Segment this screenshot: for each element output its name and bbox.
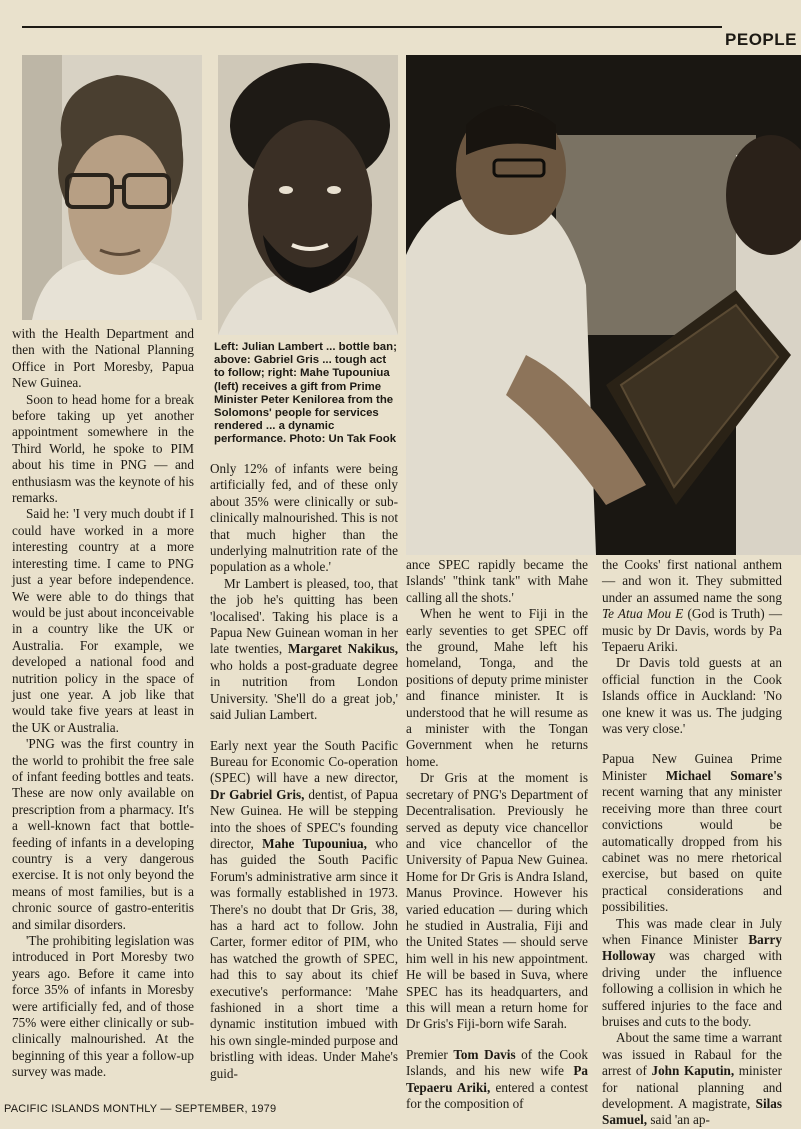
paragraph: Only 12% of infants were being artificially fed, and of these only about 35% were clinically or sub-clinically malnourished. This is not that much higher than the underlying malnutrition rate of the population as a whole.': [210, 461, 398, 575]
paragraph: Dr Gris at the moment is secretary of PNG's Department of Decentralisation. Previously he served as deputy vice chancellor and vice chancellor of the University of Papua New Guinea. Home for Dr Gris is Andra Island, Manus Province. However his varied education — during which he studied in Australia, Fiji and the United States — should serve him well in his new appointment. He will be based in Suva, where SPEC has its headquarters, and this will mean a return home for Dr Gris's Fiji-born wife Sarah.: [406, 770, 588, 1032]
section-label: PEOPLE: [725, 30, 797, 49]
paragraph: Mr Lambert is pleased, too, that the job he's quitting has been 'localised'. Taking his place is a Papua New Guinean woman in her late twenties, Margaret Nakikus, who holds a post-graduate degree in nutrition from London University. 'She'll do a great job,' said Julian Lambert.: [210, 575, 399, 723]
person-name: Dr Gabriel Gris,: [210, 786, 305, 802]
article-column-3: [406, 557, 589, 1111]
photo-caption: Left: Julian Lambert ... bottle ban; above: Gabriel Gris ... tough act to follow; right: Mahe Tupouniua (left) receives a gift from Prime Minister Peter Kenilorea from the Solomons' people for services rendered ... a dynamic performance. Photo: Un Tak Fook: [214, 341, 397, 446]
paragraph: Papua New Guinea Prime Minister Michael Somare's recent warning that any minister receiving more than three court convictions would be automatically dropped from his cabinet was no mere rhetorical exercise, but based on quite practical considerations and possibilities.: [602, 751, 783, 915]
photo-julian-lambert: [22, 55, 202, 320]
page-footer: PACIFIC ISLANDS MONTHLY — SEPTEMBER, 1979: [4, 1103, 277, 1115]
article-column-1: [12, 326, 194, 1096]
photo-mahe-tupouniua-ceremony: [406, 55, 801, 555]
header-rule: [22, 26, 722, 28]
person-name: Silas Samuel,: [602, 1096, 783, 1128]
paragraph: 'PNG was the first country in the world to prohibit the free sale of infant feeding bottles and teats. These are now only available on prescription from a pharmacy. It's a well-known fact that bottle-feeding of infants in a developing country is a very dangerous exercise. It is not only beyond the means of most families, but is a chronic source of gastro-enteritis and similar disorders.: [12, 736, 194, 932]
paragraph: Said he: 'I very much doubt if I could have worked in a more interesting country at a more interesting time. I came to PNG just a year before independence. We were able to do things that would be just about inconceivable in a country like the UK or Australia. For example, we developed a national food and nutrition policy in the space of just one year. A job like that would take five years at least in the UK or Australia.: [12, 506, 194, 735]
paragraph: Premier Tom Davis of the Cook Islands, and his new wife Pa Tepaeru Ariki, entered a contest for the composition of: [406, 1046, 589, 1111]
person-name: Michael Somare's: [665, 767, 783, 783]
paragraph: the Cooks' first national anthem — and won it. They submitted under an assumed name the song Te Atua Mou E (God is Truth) — music by Dr Davis, words by Pa Tepaeru Ariki.: [602, 557, 783, 655]
song-title: Te Atua Mou E: [602, 606, 684, 622]
paragraph: About the same time a warrant was issued in Rabaul for the arrest of John Kaputin, minister for national planning and development. A magistrate, Silas Samuel, said 'an ap-: [602, 1030, 783, 1128]
paragraph: When he went to Fiji in the early seventies to get SPEC off the ground, Mahe left his homeland, Tonga, and the positions of deputy prime minister and finance minister. It is understood that he will resume as a minister with the Tongan Government when he returns home.: [406, 606, 588, 769]
paragraph: Dr Davis told guests at an official function in the Cook Islands office in Auckland: 'No one knew it was us. The judging was very close.': [602, 655, 782, 737]
person-name: Mahe Tupouniua,: [262, 835, 367, 851]
person-name: Margaret Nakikus,: [288, 641, 399, 657]
paragraph: Early next year the South Pacific Bureau for Economic Co-operation (SPEC) will have a new director, Dr Gabriel Gris, dentist, of Papua New Guinea. He will be stepping into the shoes of SPEC's founding director, Mahe Tupouniua, who has guided the South Pacific Forum's administrative arm since it was formally established in 1973. There's no doubt that Dr Gris, 38, has a hard act to follow. John Carter, former editor of PIM, who has watched the growth of SPEC, had this to say about its chief executive's performance: 'Mahe fashioned in a short time a dynamic institution imbued with his own single-minded purpose and bristling with ideas. Under Mahe's guid-: [210, 737, 399, 1081]
article-column-2: [210, 461, 398, 1097]
person-name: Barry Holloway: [602, 931, 783, 964]
person-name: John Kaputin,: [651, 1063, 735, 1079]
paragraph: ance SPEC rapidly became the Islands' "think tank" with Mahe calling all the shots.': [406, 557, 588, 605]
paragraph: 'The prohibiting legislation was introduced in Port Moresby two years ago. Before it came into force 35% of infants in Moresby were artificially fed, and of those 75% were either clinically or sub-clinically malnourished. At the beginning of this year a follow-up survey was made.: [12, 933, 194, 1080]
photo-gabriel-gris: [218, 55, 398, 335]
person-name: Tom Davis: [453, 1046, 516, 1062]
paragraph: with the Health Department and then with the National Planning Office in Port Moresby, Papua New Guinea.: [12, 326, 194, 391]
article-column-4: [602, 557, 783, 1128]
paragraph: This was made clear in July when Finance Minister Barry Holloway was charged with driving under the influence following a collision in which he suffered injuries to the face and bruises and cuts to the body.: [602, 915, 783, 1029]
paragraph: Soon to head home for a break before taking up yet another appointment somewhere in the Third World, he spoke to PIM about his time in PNG — and enthusiasm was the keynote of his remarks.: [12, 391, 194, 506]
person-name: Pa Tepaeru Ariki,: [406, 1063, 588, 1095]
